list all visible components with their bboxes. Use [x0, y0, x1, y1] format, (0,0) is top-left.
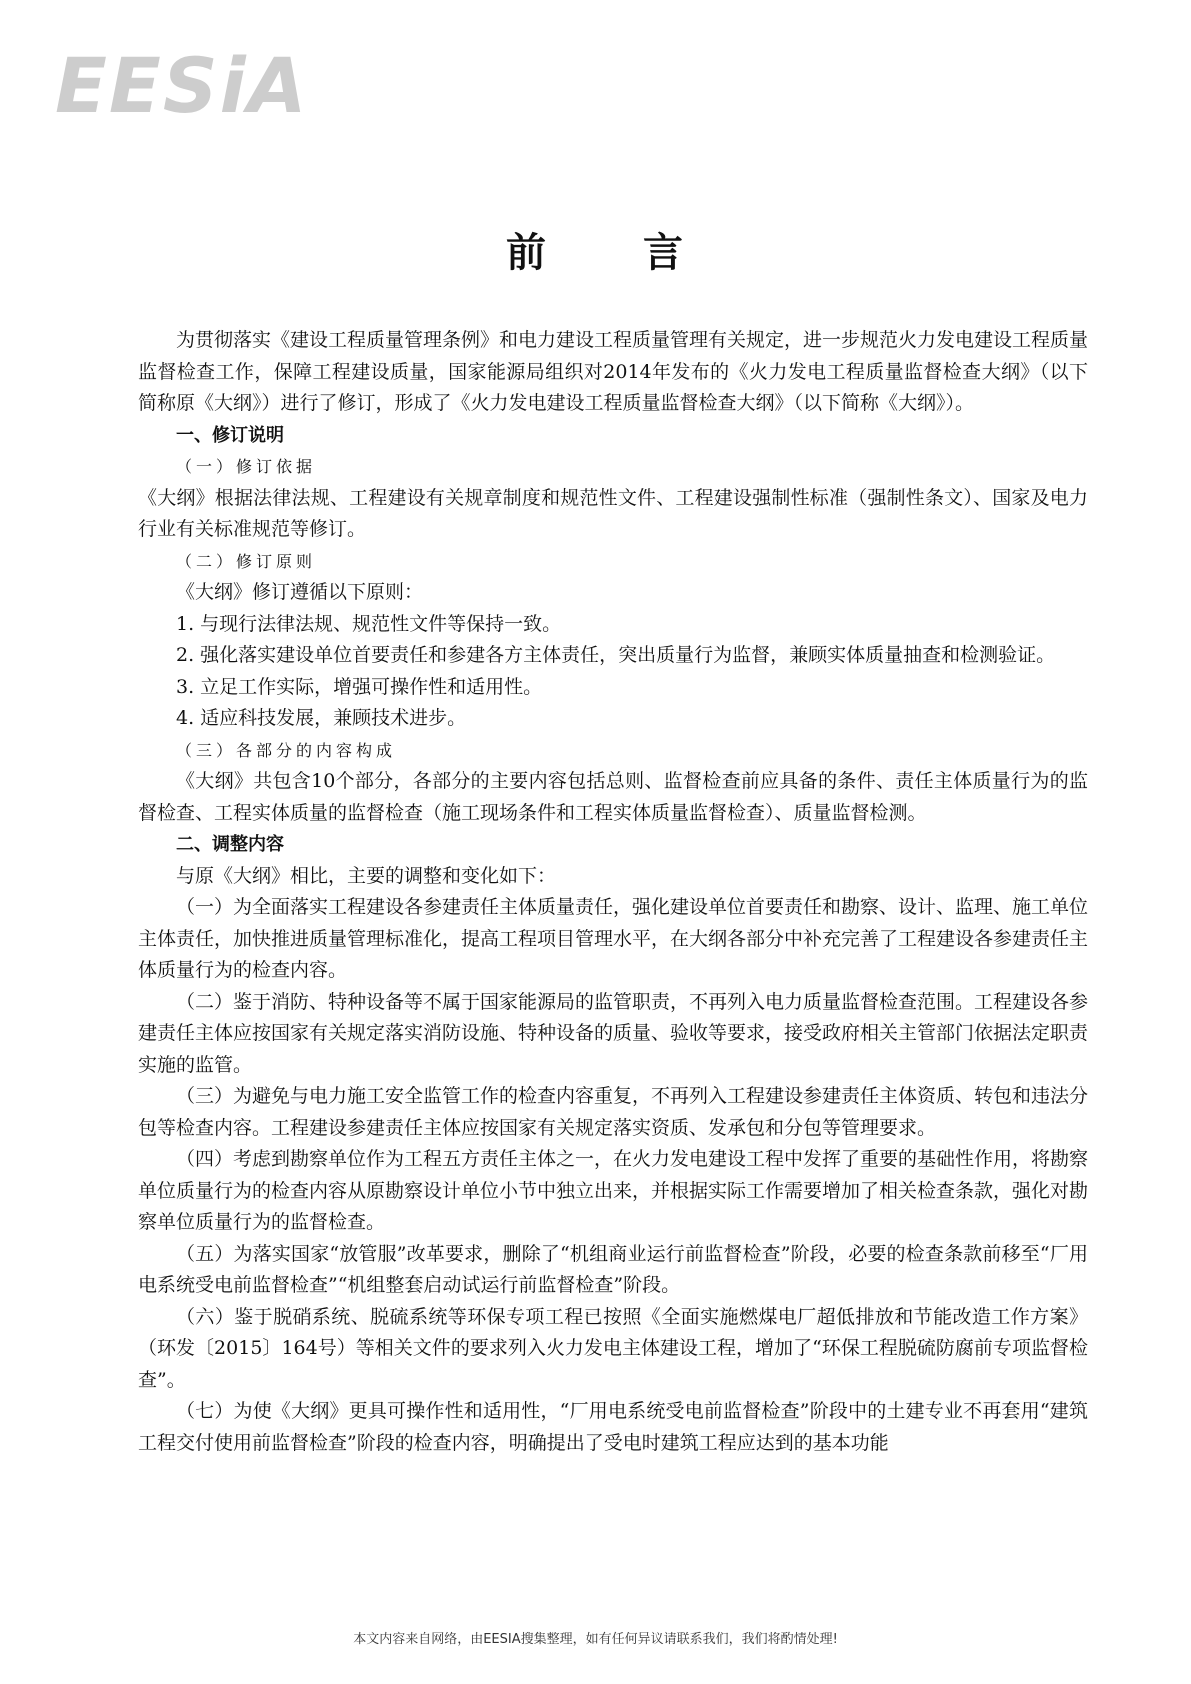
paragraph: （五）为落实国家“放管服”改革要求，删除了“机组商业运行前监督检查”阶段，必要的检查条款前移至“厂用电系统受电前监督检查”“机组整套启动试运行前监督检查”阶段。 — [138, 1242, 1088, 1296]
subsection-heading: （一）修订依据 — [176, 457, 317, 476]
paragraph: 与原《大纲》相比，主要的调整和变化如下： — [176, 864, 557, 887]
paragraph: （四）考虑到勘察单位作为工程五方责任主体之一，在火力发电建设工程中发挥了重要的基础性作用，将勘察单位质量行为的检查内容从原勘察设计单位小节中独立出来，并根据实际工作需要增加了相关检查条款，强化对勘察单位质量行为的监督检查。 — [138, 1148, 1089, 1233]
section-heading: 二、调整内容 — [176, 834, 284, 855]
footer-disclaimer: 本文内容来自网络，由EESIA搜集整理，如有任何异议请联系我们，我们将酌情处理! — [353, 1632, 838, 1647]
paragraph: （七）为使《大纲》更具可操作性和适用性，“厂用电系统受电前监督检查”阶段中的土建专业不再套用“建筑工程交付使用前监督检查”阶段的检查内容，明确提出了受电时建筑工程应达到的基本功能 — [138, 1400, 1088, 1454]
eesia-logo: EESiA — [55, 41, 309, 130]
paragraph: 《大纲》修订遵循以下原则： — [176, 581, 424, 603]
paragraph: 为贯彻落实《建设工程质量管理条例》和电力建设工程质量管理有关规定，进一步规范火力发电建设工程质量监督检查工作，保障工程建设质量，国家能源局组织对2014年发布的《火力发电工程质量监督检查大纲》（以下简称原《大纲》）进行了修订，形成了《火力发电建设工程质量监督检查大纲》（以下简称《大纲》）。 — [138, 329, 1089, 414]
paragraph: 《大纲》根据法律法规、工程建设有关规章制度和规范性文件、工程建设强制性标准（强制性条文）、国家及电力行业有关标准规范等修订。 — [138, 486, 1088, 540]
section-heading: 一、修订说明 — [176, 424, 284, 446]
paragraph: 4. 适应科技发展，兼顾技术进步。 — [176, 707, 467, 729]
paragraph: （一）为全面落实工程建设各参建责任主体质量责任，强化建设单位首要责任和勘察、设计、监理、施工单位主体责任，加快推进质量管理标准化，提高工程项目管理水平，在大纲各部分中补充完善了工程建设各参建责任主体质量行为的检查内容。 — [138, 896, 1089, 981]
paragraph: 《大纲》共包含10个部分，各部分的主要内容包括总则、监督检查前应具备的条件、责任主体质量行为的监督检查、工程实体质量的监督检查（施工现场条件和工程实体质量监督检查）、质量监督检测。 — [138, 770, 1088, 824]
paragraph: 3. 立足工作实际，增强可操作性和适用性。 — [176, 675, 543, 698]
paragraph: 1. 与现行法律法规、规范性文件等保持一致。 — [176, 612, 562, 635]
paragraph: 2. 强化落实建设单位首要责任和参建各方主体责任，突出质量行为监督，兼顾实体质量抽查和检测验证。 — [176, 644, 1056, 666]
subsection-heading: （三）各部分的内容构成 — [176, 740, 397, 760]
title-char-1: 前 — [506, 229, 548, 276]
paragraph: （二）鉴于消防、特种设备等不属于国家能源局的监管职责，不再列入电力质量监督检查范围。工程建设各参建责任主体应按国家有关规定落实消防设施、特种设备的质量、验收等要求，接受政府相关主管部门依据法定职责实施的监管。 — [138, 990, 1089, 1076]
subsection-heading: （二）修订原则 — [176, 551, 317, 571]
paragraph: （六）鉴于脱硝系统、脱硫系统等环保专项工程已按照《全面实施燃煤电厂超低排放和节能改造工作方案》（环发〔2015〕164号）等相关文件的要求列入火力发电主体建设工程，增加了“环保工程脱硫防腐前专项监督检查”。 — [138, 1305, 1088, 1391]
document-body — [138, 325, 1088, 1459]
paragraph: （三）为避免与电力施工安全监管工作的检查内容重复，不再列入工程建设参建责任主体资质、转包和违法分包等检查内容。工程建设参建责任主体应按国家有关规定落实资质、发承包和分包等管理要求。 — [138, 1085, 1089, 1139]
title-char-2: 言 — [643, 229, 685, 276]
page-title — [0, 229, 1191, 276]
